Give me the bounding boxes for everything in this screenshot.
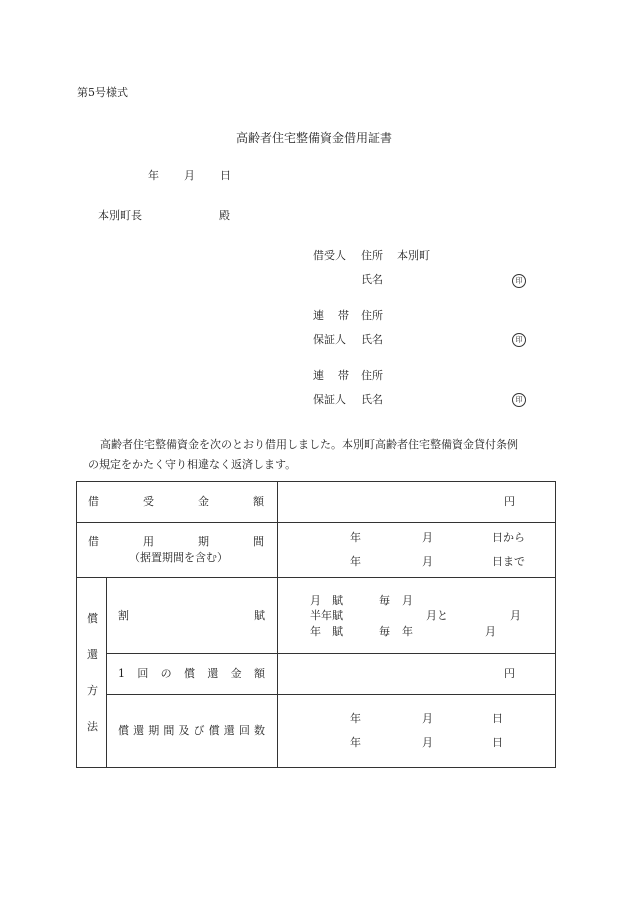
loan-period-label: 借 用 期 間 xyxy=(88,535,264,548)
guarantor-1-seal-mark: 印 xyxy=(512,333,526,347)
guarantor-2-address-label: 住所 xyxy=(361,369,383,382)
guarantor-2-seal-mark: 印 xyxy=(512,393,526,407)
table-rule xyxy=(106,694,555,695)
addressee-name: 本別町長 xyxy=(98,209,142,222)
installment-monthly-every: 毎 xyxy=(379,594,390,607)
body-text-line-1: 高齢者住宅整備資金を次のとおり借用しました。本別町高齢者住宅整備資金貸付条例 xyxy=(100,438,518,451)
repayment-group-label-1: 償 xyxy=(87,612,98,625)
date-year-label: 年 xyxy=(148,169,159,182)
guarantor-1-role-line2: 保証人 xyxy=(313,333,346,346)
installment-monthly-month: 月 xyxy=(402,594,413,607)
loan-period-to-day: 日まで xyxy=(492,555,525,568)
guarantor-1-name-label: 氏名 xyxy=(361,333,383,346)
installment-semiannual-label: 半年賦 xyxy=(310,609,343,622)
per-payment-unit: 円 xyxy=(504,667,515,680)
borrower-seal-mark: 印 xyxy=(512,274,526,288)
period-row2-year: 年 xyxy=(350,736,361,749)
guarantor-1-role-line1: 連 帯 xyxy=(313,309,349,322)
borrower-address-value: 本別町 xyxy=(397,249,430,262)
installment-annual-label: 年 賦 xyxy=(310,625,343,638)
period-row2-month: 月 xyxy=(422,736,433,749)
loan-amount-unit: 円 xyxy=(504,495,515,508)
document-title: 高齢者住宅整備資金借用証書 xyxy=(236,131,393,145)
period-and-count-label: 償 還 期 間 及 び 償 還 回 数 xyxy=(118,724,265,737)
loan-period-from-day: 日から xyxy=(492,531,525,544)
guarantor-2-name-label: 氏名 xyxy=(361,393,383,406)
borrower-name-label: 氏名 xyxy=(361,273,383,286)
period-row1-month: 月 xyxy=(422,712,433,725)
per-payment-label: 1 回 の 償 還 金 額 xyxy=(118,667,265,680)
loan-period-to-month: 月 xyxy=(422,555,433,568)
table-rule xyxy=(106,577,107,767)
installment-semiannual-month: 月 xyxy=(510,609,521,622)
installment-annual-year: 年 xyxy=(402,625,413,638)
period-row1-year: 年 xyxy=(350,712,361,725)
period-row2-day: 日 xyxy=(492,736,503,749)
borrower-address-label: 住所 xyxy=(361,249,383,262)
table-rule xyxy=(77,522,555,523)
body-text-line-2: の規定をかたく守り相違なく返済します。 xyxy=(88,458,297,471)
repayment-group-label-4: 法 xyxy=(87,720,98,733)
loan-period-from-month: 月 xyxy=(422,531,433,544)
date-month-label: 月 xyxy=(184,169,195,182)
guarantor-2-role-line2: 保証人 xyxy=(313,393,346,406)
installment-annual-every: 毎 xyxy=(379,625,390,638)
loan-period-sublabel: （据置期間を含む） xyxy=(129,551,228,564)
date-day-label: 日 xyxy=(220,169,231,182)
installment-annual-month: 月 xyxy=(485,625,496,638)
loan-period-to-year: 年 xyxy=(350,555,361,568)
installment-label: 割 賦 xyxy=(118,609,265,622)
repayment-group-label-2: 還 xyxy=(87,648,98,661)
period-row1-day: 日 xyxy=(492,712,503,725)
guarantor-1-address-label: 住所 xyxy=(361,309,383,322)
loan-period-from-year: 年 xyxy=(350,531,361,544)
table-rule xyxy=(106,653,555,654)
form-number: 第5号様式 xyxy=(77,86,128,99)
borrower-role: 借受人 xyxy=(313,249,346,262)
table-rule xyxy=(277,482,278,767)
installment-monthly-label: 月 賦 xyxy=(310,594,343,607)
addressee-honorific: 殿 xyxy=(219,209,230,222)
installment-semiannual-month-and: 月と xyxy=(426,609,448,622)
table-rule xyxy=(77,577,555,578)
repayment-group-label-3: 方 xyxy=(87,684,98,697)
guarantor-2-role-line1: 連 帯 xyxy=(313,369,349,382)
loan-amount-label: 借 受 金 額 xyxy=(88,495,264,508)
